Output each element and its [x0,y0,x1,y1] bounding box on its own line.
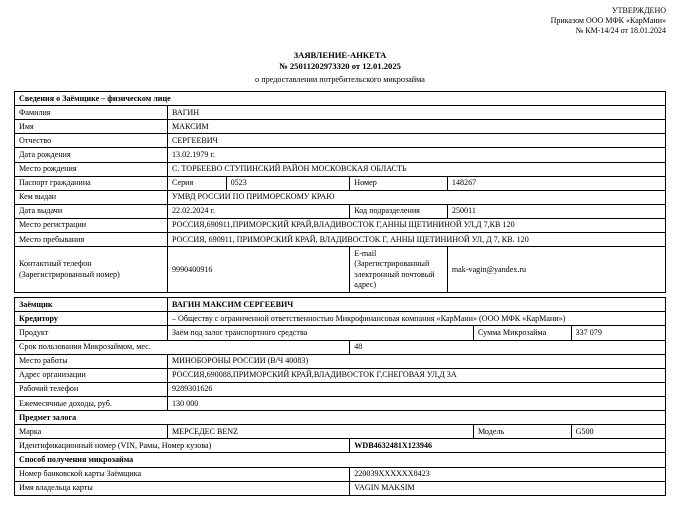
approval-line-3: № КМ-14/24 от 18.01.2024 [575,26,666,35]
surname-value: ВАГИН [167,106,665,120]
card-holder-value: VAGIN MAKSIM [350,481,666,495]
passport-number-value: 148267 [447,176,665,190]
table-row [15,298,666,312]
table-row-contact [15,247,666,293]
table-row [15,467,666,481]
monthly-income-label: Ежемесячные доходы, руб. [15,397,168,411]
name-label: Имя [15,120,168,134]
subdivision-code-value: 250011 [447,204,665,218]
birthdate-value: 13.02.1979 г. [167,148,665,162]
section-collateral-header: Предмет залога [15,411,666,425]
borrower-info-table [14,91,666,293]
subdivision-code-label: Код подразделения [350,204,448,218]
card-holder-label: Имя владельца карты [15,481,350,495]
document-number: № 25011202973320 от 12.01.2025 [279,61,401,72]
table-row [15,481,666,495]
workplace-label: Место работы [15,354,168,368]
document-subtitle: о предоставлении потребительского микрозайма [255,75,425,85]
issuer-label: Кем выдан [15,190,168,204]
org-address-label: Адрес организации [15,368,168,382]
registration-address-value: РОССИЯ,690911,ПРИМОРСКИЙ КРАЙ,ВЛАДИВОСТОК Г,АННЫ ЩЕТИНИНОЙ УЛ,Д 7,КВ 120 [167,218,665,232]
section-borrower-header: Сведения о Заёмщике – физическом лице [15,92,666,106]
card-number-label: Номер банковской карты Заёмщика [15,467,350,481]
birthplace-value: С. ТОРБЕЕВО СТУПИНСКИЙ РАЙОН МОСКОВСКАЯ ОБЛАСТЬ [167,162,665,176]
phone-value: 9990400916 [167,247,349,293]
name-value: МАКСИМ [167,120,665,134]
table-row [15,120,666,134]
document-title-line-1: ЗАЯВЛЕНИЕ-АНКЕТА [293,50,387,60]
email-label-line-2: (Зарегистрированный [354,259,430,269]
approval-line-1: УТВЕРЖДЕНО [611,6,666,15]
borrower-value: ВАГИН МАКСИМ СЕРГЕЕВИЧ [167,298,665,312]
passport-label: Паспорт гражданина [15,176,168,190]
passport-number-label: Номер [350,176,448,190]
vehicle-brand-label: Марка [15,425,168,439]
phone-label-line-1: Контактный телефон [19,259,92,269]
issuer-value: УМВД РОССИИ ПО ПРИМОРСКОМУ КРАЮ [167,190,665,204]
passport-series-value: 0523 [226,176,350,190]
vehicle-model-label: Модель [473,425,571,439]
work-phone-label: Рабочий телефон [15,382,168,396]
phone-label [15,247,168,293]
table-row [15,218,666,232]
table-row [15,382,666,396]
patronymic-value: СЕРГЕЕВИЧ [167,134,665,148]
loan-term-value: 48 [350,340,666,354]
vin-value: WDB4632481X123946 [350,439,666,453]
card-number-value: 220039XXXXXX8423 [350,467,666,481]
birthdate-label: Дата рождения [15,148,168,162]
vehicle-brand-value: МЕРСЕДЕС BENZ [167,425,473,439]
org-address-value: РОССИЯ,690088,ПРИМОРСКИЙ КРАЙ,ВЛАДИВОСТОК Г,СНЕГОВАЯ УЛ,Д 3А [167,368,665,382]
table-row [15,233,666,247]
loan-term-label: Срок пользования Микрозаймом, мес. [15,340,350,354]
section-payout-header: Способ получения микрозайма [15,453,666,467]
phone-label-line-2: (Зарегистрированный номер) [19,269,120,279]
table-row [15,176,666,190]
issuedate-value: 22.02.2024 г. [167,204,349,218]
table-row [15,162,666,176]
residence-address-value: РОССИЯ, 690911, ПРИМОРСКИЙ КРАЙ, ВЛАДИВОСТОК Г, АННЫ ЩЕТИНИНОЙ УЛ, Д 7, КВ. 120 [167,233,665,247]
monthly-income-value: 130 000 [167,397,665,411]
workplace-value: МИНОБОРОНЫ РОССИИ (В/Ч 40083) [167,354,665,368]
table-row [15,312,666,326]
borrower-label: Заёмщик [15,298,168,312]
section-header-row [15,92,666,106]
creditor-label: Кредитору [15,312,168,326]
table-row [15,354,666,368]
table-row [15,326,666,340]
loan-sum-label: Сумма Микрозайма [473,326,571,340]
table-row [15,368,666,382]
vehicle-model-value: G500 [571,425,665,439]
email-label [350,247,448,293]
email-label-line-1: E-mail [354,248,377,258]
patronymic-label: Отчество [15,134,168,148]
table-row [15,134,666,148]
email-value: mak-vagin@yandex.ru [447,247,665,293]
document-title [14,50,666,72]
passport-series-label: Серия [167,176,226,190]
table-row [15,397,666,411]
creditor-value: – Обществу с ограниченной ответственностью Микрофинансовая компания «КарМани» (ООО МФК «КарМани») [167,312,665,326]
issuedate-label: Дата выдачи [15,204,168,218]
loan-info-table [14,297,666,496]
email-label-line-3: электронный почтовый [354,269,435,279]
table-row [15,148,666,162]
product-label: Продукт [15,326,168,340]
approval-line-2: Приказом ООО МФК «КарМани» [550,16,666,25]
registration-address-label: Место регистрации [15,218,168,232]
table-row [15,340,666,354]
work-phone-value: 9289301626 [167,382,665,396]
table-row [15,204,666,218]
loan-sum-value: 337 079 [571,326,665,340]
table-row [15,106,666,120]
email-label-line-4: адрес) [354,280,377,290]
vin-label: Идентификационный номер (VIN, Рамы, Номер кузова) [15,439,350,453]
section-header-row [15,411,666,425]
residence-address-label: Место пребывания [15,233,168,247]
table-row [15,190,666,204]
table-row [15,439,666,453]
section-header-row [15,453,666,467]
product-value: Заём под залог транспортного средства [167,326,473,340]
birthplace-label: Место рождения [15,162,168,176]
table-row [15,425,666,439]
surname-label: Фамилия [15,106,168,120]
approval-block [14,6,666,36]
